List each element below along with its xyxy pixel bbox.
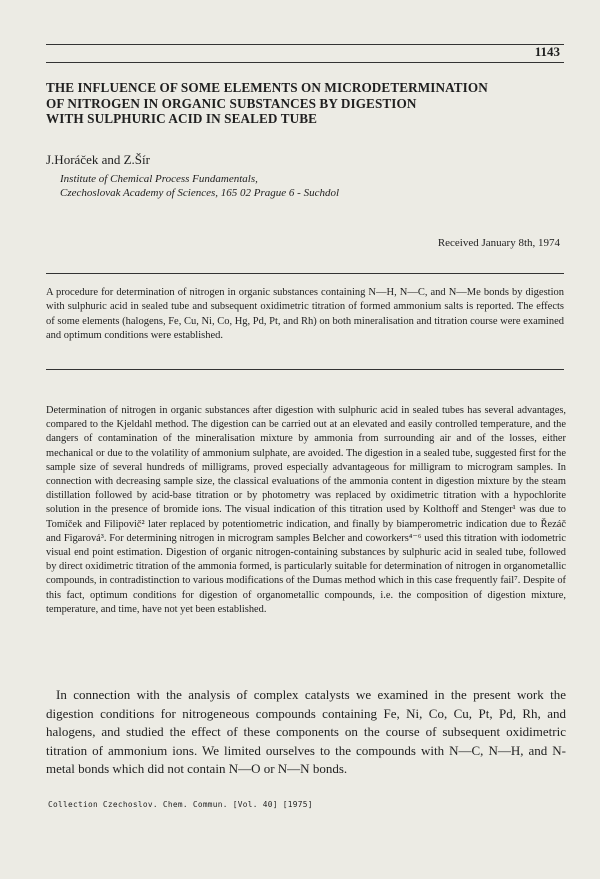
abstract: A procedure for determination of nitrogen in organic substances containing N—H, N—C, and N—Me bonds by digestion with sulphuric acid in sealed tube and subsequent oxidimetric titration of formed ammonium salts is reported. The effects of some elements (halogens, Fe, Cu, Ni, Co, Hg, Pd, Pt, and Rh) on both mineralisation and titration course were examined and optimum conditions were established. (46, 287, 564, 342)
abstract-rule-top (46, 273, 564, 274)
authors: J.Horáček and Z.Šír (46, 152, 150, 167)
affiliation (60, 172, 339, 200)
page-number: 1143 (534, 44, 560, 59)
affiliation-line-2: Czechoslovak Academy of Sciences, 165 02 Prague 6 - Suchdol (60, 187, 340, 199)
header-rule-top (46, 44, 564, 45)
affiliation-line-1: Institute of Chemical Process Fundamentals, (60, 173, 258, 185)
body-paragraph-1: Determination of nitrogen in organic substances after digestion with sulphuric acid in sealed tubes has several advantages, compared to the Kjeldahl method. The digestion can be carried out at an elevated and easily controlled temperature, and the dangers of contamination of the mineralisation mixture by ammonia from surrounding air and of the losses, either mechanical or due to the volatility of ammonium sulphate, are avoided. The digestion in a sealed tube, suggested first for the sample size of several hundreds of milligrams, proved especially advantageous for milligram to microgram samples. In connection with decreasing sample size, the classical evaluations of the ammonia content in digestion mixture by the steam distillation followed by acid-base titration or by photometry was replaced by oxidimetric titration with a hypochlorite solution in the presence of bromide ions. The visual indication of this titration used by Kolthoff and Stenger¹ was due to Tomíček and Filipovič² later replaced by potentiometric indication, and finally by biamperometric indication due to Řezáč and Figarová³. For determining nitrogen in microgram samples Belcher and coworkers⁴⁻⁶ used this titration with iodometric visual end point estimation. Digestion of organic nitrogen-containing substances by sulphuric acid in sealed tube, followed by direct oxidimetric titration of the ammonia formed, is particularly suitable for determination of nitrogen in organometallic compounds, in contradistinction to various modifications of the Dumas method which in this case frequently fail⁷. Despite of this fact, optimum conditions for digestion of organometallic compounds, i.e. the composition of digestion mixture, temperature, and time, have not yet been established. (46, 405, 566, 615)
journal-citation: Collection Czechoslov. Chem. Commun. [Vol. 40] [1975] (48, 800, 313, 809)
abstract-rule-bottom (46, 369, 564, 370)
title-line-2: OF NITROGEN IN ORGANIC SUBSTANCES BY DIGESTION (46, 95, 417, 111)
received-date: Received January 8th, 1974 (437, 237, 560, 249)
title-line-3: WITH SULPHURIC ACID IN SEALED TUBE (46, 111, 317, 127)
article-title (46, 80, 566, 127)
body-paragraph-2: In connection with the analysis of complex catalysts we examined in the present work the digestion conditions for nitrogeneous compounds containing Fe, Ni, Co, Cu, Pt, Pd, Rh, and halogens, and studied the effect of these components on the course of subsequent oxidimetric titration of ammonium ions. We limited ourselves to the compounds with N—C, N—H, and N-metal bonds which did not contain N—O or N—N bonds. (46, 687, 566, 776)
header-rule-bottom (46, 62, 564, 63)
title-line-1: THE INFLUENCE OF SOME ELEMENTS ON MICRODETERMINATION (46, 80, 488, 95)
